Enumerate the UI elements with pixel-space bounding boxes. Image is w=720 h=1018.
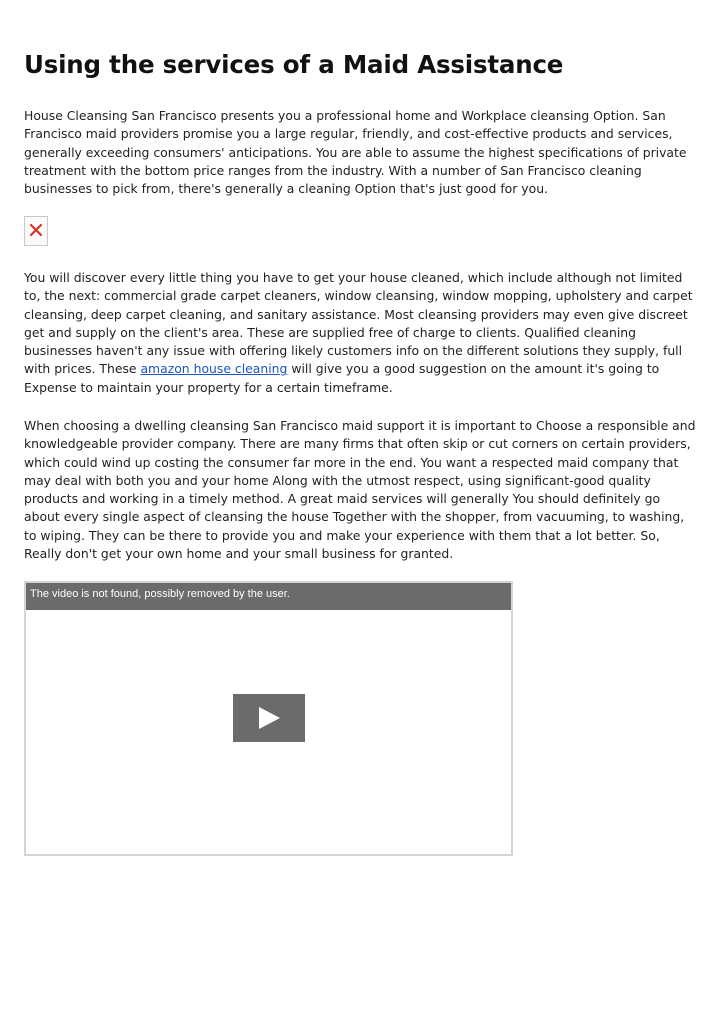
paragraph-services-text-b: will give you a good suggestion on the amount it's going to Expense to maintain your property for a certain timeframe. [24,361,660,395]
paragraph-services-text-a: You will discover every little thing you have to get your house cleaned, which include although not limited to, the next: commercial grade carpet cleaners, window cleansing, window mopping, upholstery and carpet cleansing, deep carpet cleaning, and sanitary assistance. Most cleansing providers may even give discreet get and supply on the client's area. These are supplied free of charge to clients. Qualified cleaning businesses haven't any issue with offering likely customers info on the different solutions they supply, full with prices. These [24,270,693,377]
play-button[interactable] [233,694,305,742]
amazon-house-cleaning-link[interactable]: amazon house cleaning [140,361,288,377]
close-x-icon [29,223,43,237]
video-error-bar: The video is not found, possibly removed by the user. [26,583,511,610]
play-icon [257,706,281,730]
paragraph-choosing: When choosing a dwelling cleansing San Francisco maid support it is important to Choose a responsible and knowledgeable provider company. There are many firms that often skip or cut corners on certain providers, which could wind up costing the consumer far more in the end. You want a respected maid company that may deal with both you and your home Along with the utmost respect, using significant-good quality products and working in a timely method. A great maid services will generally You should definitely go about every single aspect of cleansing the house Together with the shopper, from vacuuming, to washing, to wiping. They can be there to provide you and make your experience with them that a lot better. So, Really don't get your own home and your small business for granted. [24,418,696,562]
video-player[interactable] [24,581,513,856]
broken-image-icon [24,216,48,246]
page-title: Using the services of a Maid Assistance [24,50,564,79]
paragraph-services [24,269,696,397]
paragraph-intro: House Cleansing San Francisco presents you a professional home and Workplace cleansing Option. San Francisco maid providers promise you a large regular, friendly, and cost-effective products and services, generally exceeding consumers' anticipations. You are able to assume the highest specifications of private treatment with the bottom price ranges from the industry. With a number of San Francisco cleaning businesses to pick from, there's generally a cleaning Option that's just good for you. [24,108,687,197]
